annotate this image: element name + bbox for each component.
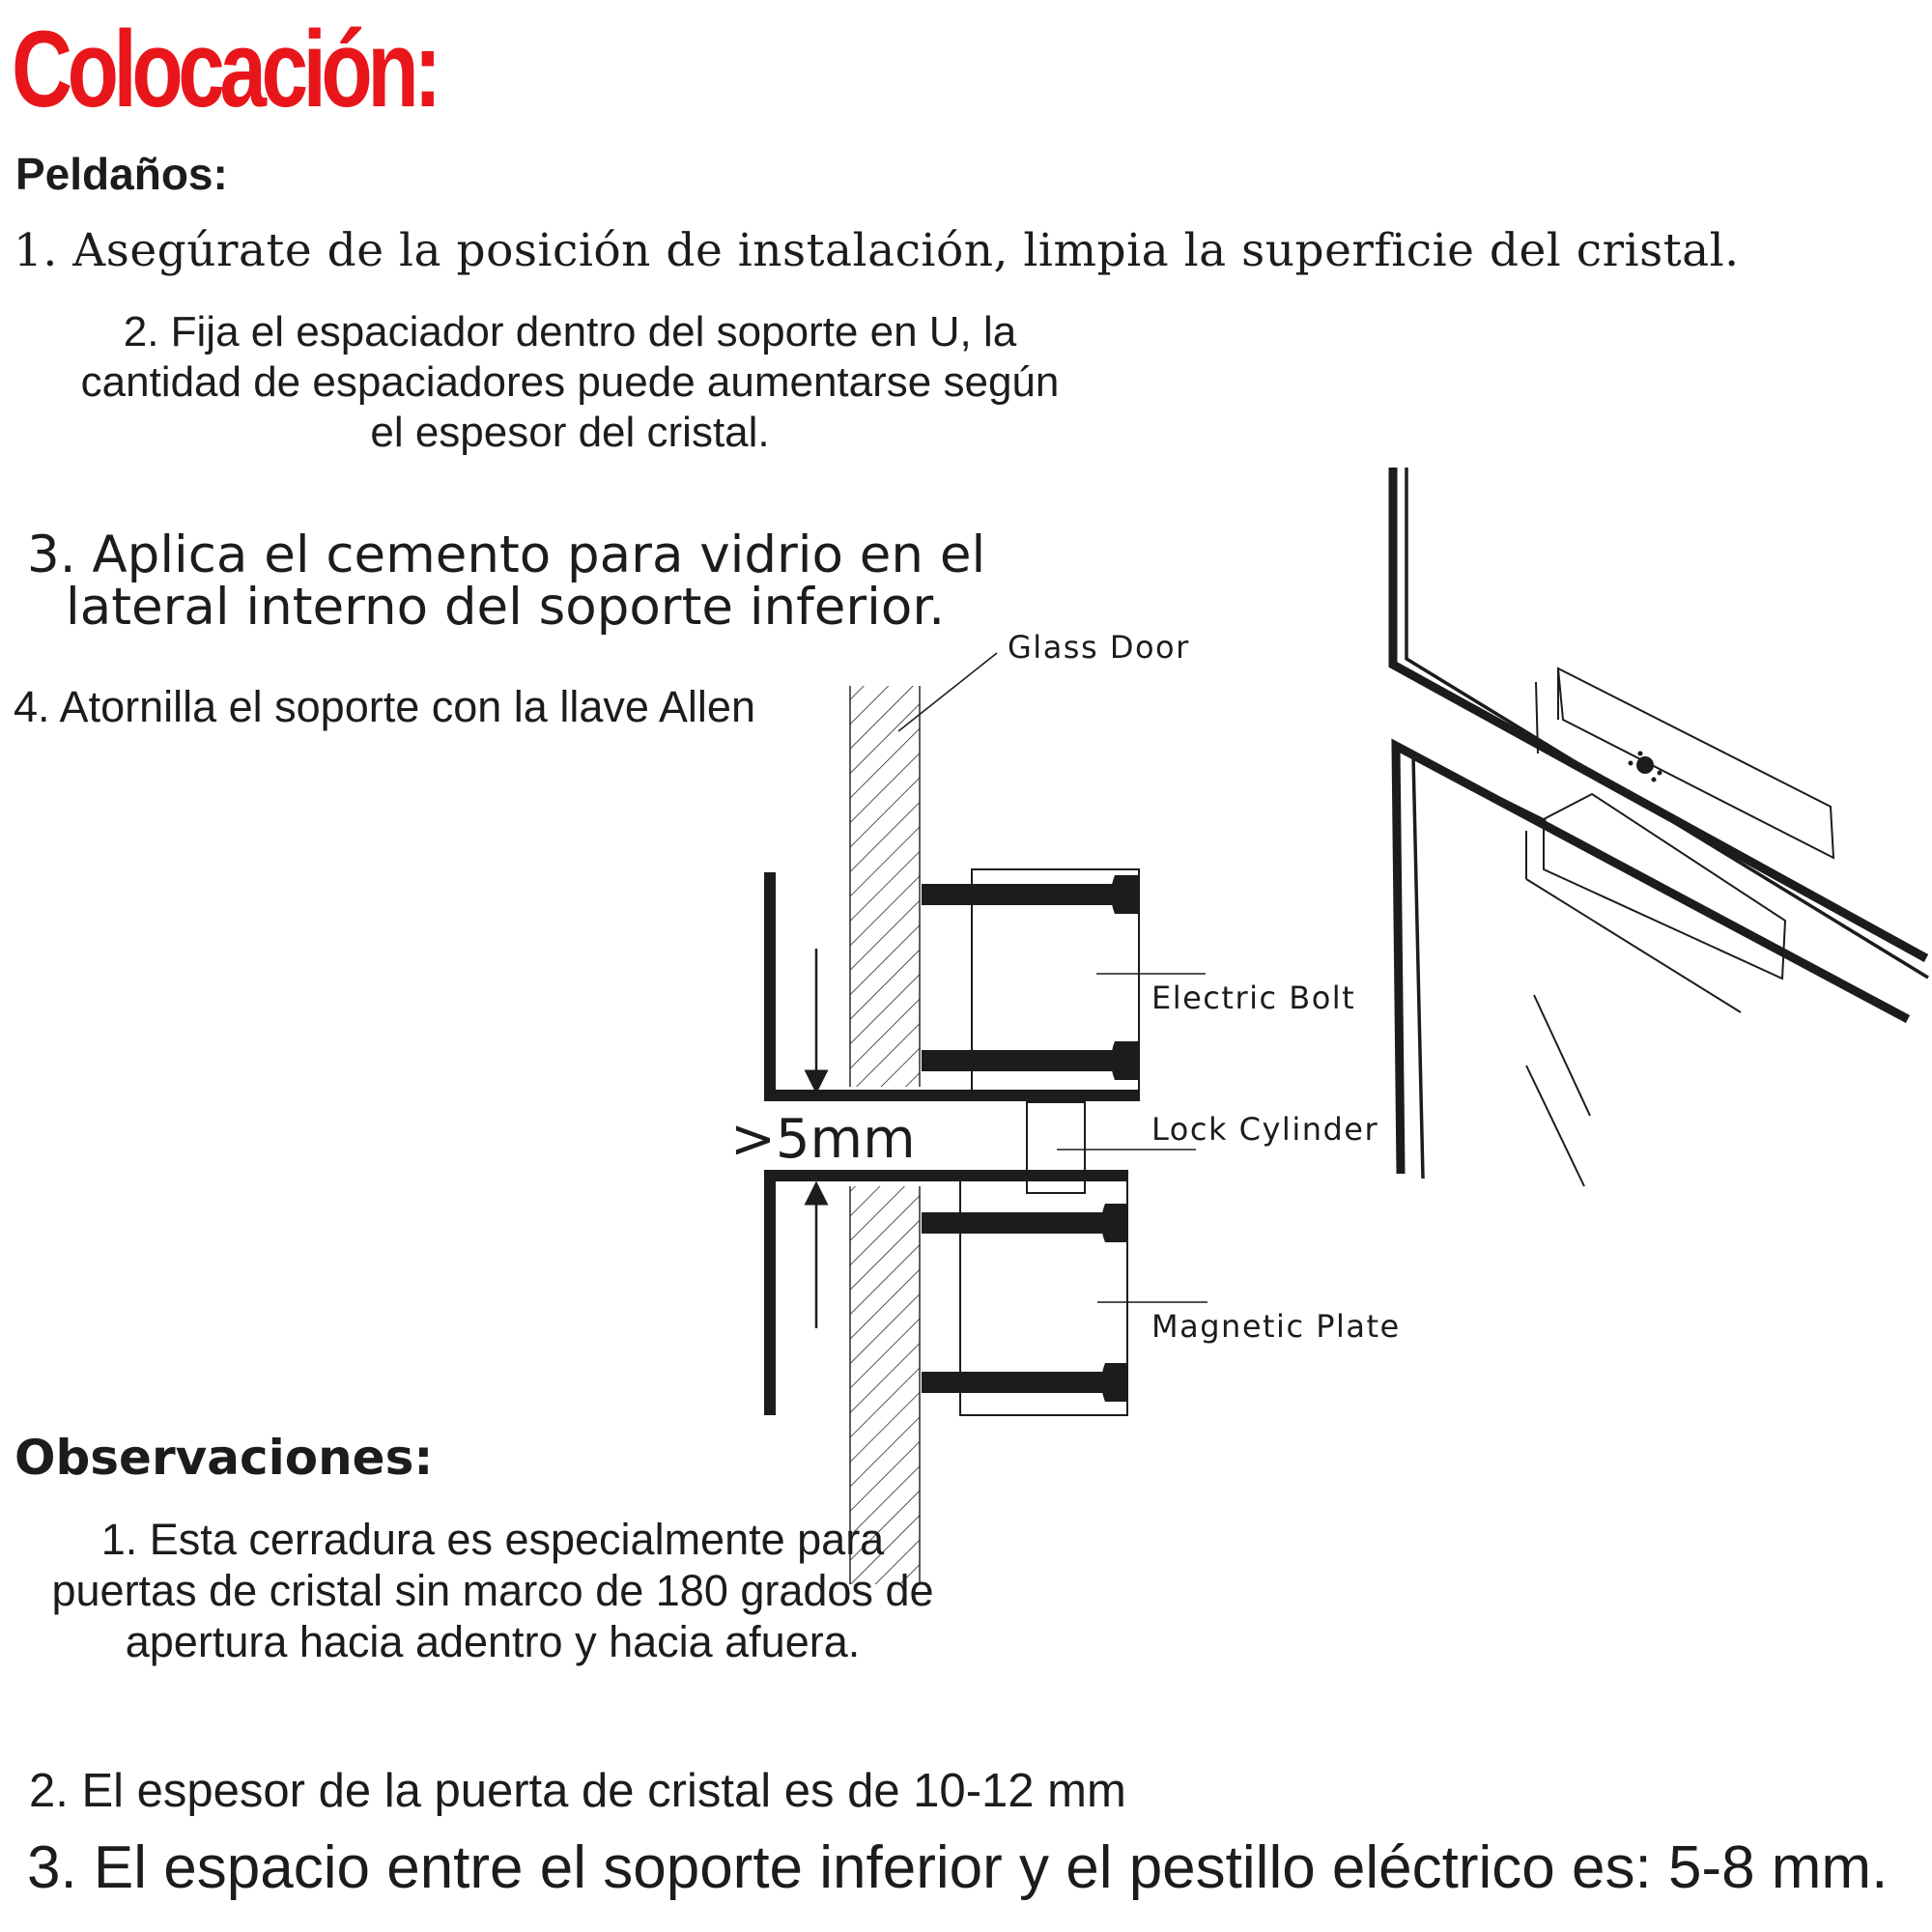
perspective-illustration <box>1393 468 1928 1186</box>
steps-heading: Peldaños: <box>15 149 228 199</box>
magnetic-plate-unit <box>922 1180 1128 1415</box>
observation-1-line: apertura hacia adentro y hacia afuera. <box>125 1617 861 1666</box>
electric-bolt-unit <box>922 869 1139 1092</box>
step-2-line: cantidad de espaciadores puede aumentarse según <box>80 358 1060 406</box>
magnetic-plate-label: Magnetic Plate <box>1151 1308 1401 1345</box>
step-4-text: 4. Atornilla el soporte con la llave Allen <box>14 682 755 731</box>
observation-2-text: 2. El espesor de la puerta de cristal es de 10-12 mm <box>29 1765 1126 1817</box>
observation-1-line: 1. Esta cerradura es especialmente para <box>100 1515 885 1564</box>
step-3-line: lateral interno del soporte inferior. <box>66 578 946 637</box>
leader-lines <box>898 653 1208 1302</box>
page-title: Colocación: <box>12 9 437 129</box>
step-3-line: 3. Aplica el cemento para vidrio en el <box>27 526 986 584</box>
gap-label: >5mm <box>730 1108 916 1171</box>
step-2-line: 2. Fija el espaciador dentro del soporte en U, la <box>123 308 1017 355</box>
glass-door-label: Glass Door <box>1008 629 1190 666</box>
lock-cylinder-label: Lock Cylinder <box>1151 1111 1379 1148</box>
step-2-line: el espesor del cristal. <box>370 409 770 456</box>
observations-heading: Observaciones: <box>14 1430 434 1486</box>
observation-1-line: puertas de cristal sin marco de 180 grados de <box>51 1566 934 1615</box>
electric-bolt-label: Electric Bolt <box>1151 980 1356 1016</box>
step-1-text: 1. Asegúrate de la posición de instalación, limpia la superficie del cristal. <box>14 224 1740 277</box>
observation-3-text: 3. El espacio entre el soporte inferior y el pestillo eléctrico es: 5-8 mm. <box>27 1834 1889 1901</box>
observation-1-text <box>10 1514 976 1667</box>
